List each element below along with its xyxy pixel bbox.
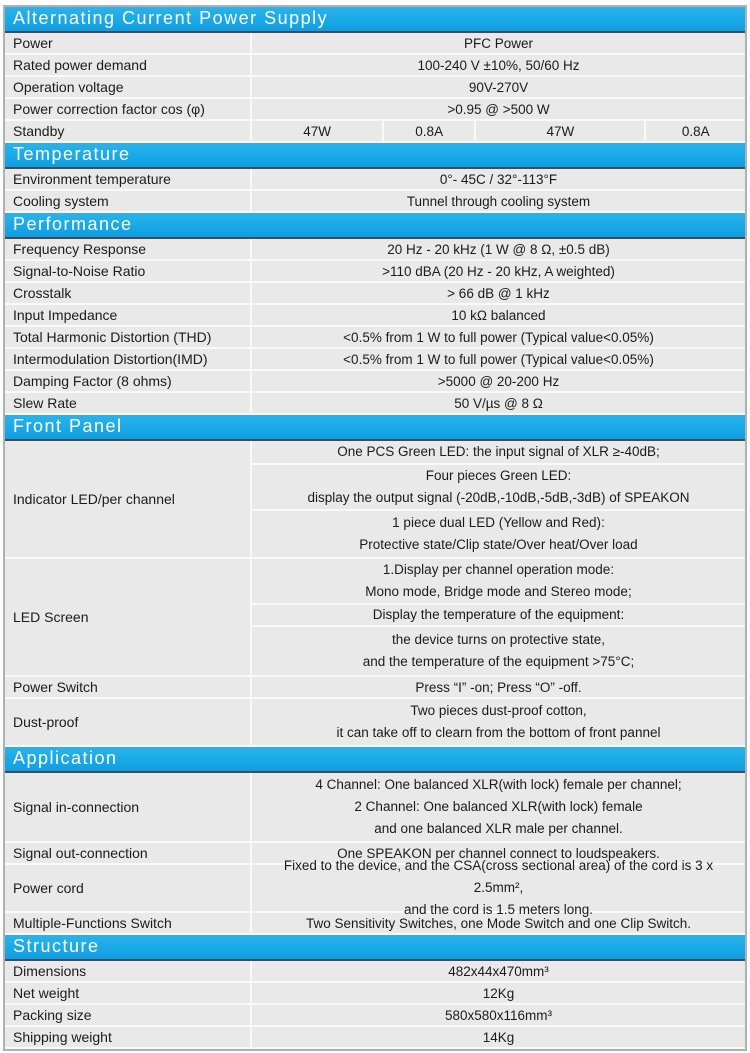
detail-line: Fixed to the device, and the CSA(cross sectional area) of the cord is 3 x 2.5mm², (283, 858, 714, 895)
section-header-power-supply: Alternating Current Power Supply (5, 7, 745, 33)
row-label: Standby (13, 123, 65, 139)
detail-line: and one balanced XLR male per channel. (374, 821, 623, 836)
row-label: Input Impedance (13, 307, 118, 323)
detail-line: and the cord is 1.5 meters long. (403, 902, 594, 917)
spec-sheet (3, 5, 747, 1051)
row-value: 50 V/µs @ 8 Ω (250, 393, 745, 413)
row-label: Intermodulation Distortion(IMD) (13, 351, 208, 367)
table-row-power-switch (5, 677, 745, 699)
row-value: 14Kg (250, 1027, 745, 1047)
standby-values (250, 121, 745, 141)
indicator-led-output-signal (252, 465, 745, 511)
row-label: Signal in-connection (13, 799, 140, 815)
detail-line: 2 Channel: One balanced XLR(with lock) female (354, 799, 643, 814)
table-row-multiple-functions-switch (5, 913, 745, 935)
table-row-rated-power-demand (5, 55, 745, 77)
row-label: Multiple-Functions Switch (13, 915, 172, 931)
standby-value-watts-2: 47W (474, 121, 644, 141)
detail-line: Protective state/Clip state/Over heat/Over load (359, 537, 638, 552)
table-row-crosstalk (5, 283, 745, 305)
row-value: Two Sensitivity Switches, one Mode Switch and one Clip Switch. (250, 913, 745, 933)
row-value: <0.5% from 1 W to full power (Typical value<0.05%) (250, 349, 745, 369)
detail-line: Two pieces dust-proof cotton, (410, 703, 587, 718)
row-value: 90V-270V (250, 77, 745, 97)
row-value: >5000 @ 20-200 Hz (250, 371, 745, 391)
standby-value-amps-1: 0.8A (382, 121, 474, 141)
indicator-led-details (250, 441, 745, 557)
row-value: <0.5% from 1 W to full power (Typical value<0.05%) (250, 327, 745, 347)
section-header-structure: Structure (5, 935, 745, 961)
row-value: Tunnel through cooling system (250, 191, 745, 211)
detail-line: 1 piece dual LED (Yellow and Red): (392, 515, 605, 530)
row-value: > 66 dB @ 1 kHz (250, 283, 745, 303)
row-label: Signal-to-Noise Ratio (13, 263, 146, 279)
table-row-signal-to-noise (5, 261, 745, 283)
table-row-power (5, 33, 745, 55)
row-label: Power Switch (13, 679, 98, 695)
table-row-power-correction-factor (5, 99, 745, 121)
table-row-dust-proof (5, 699, 745, 747)
row-label: Packing size (13, 1007, 92, 1023)
row-label: Shipping weight (13, 1029, 112, 1045)
row-label: Power cord (13, 880, 84, 896)
row-label: Frequency Response (13, 241, 147, 257)
table-row-indicator-led (5, 441, 745, 559)
table-row-shipping-weight (5, 1027, 745, 1049)
row-label: LED Screen (13, 609, 89, 625)
row-label: Signal out-connection (13, 845, 148, 861)
led-screen-details (250, 559, 745, 675)
row-value: 0°- 45C / 32°-113°F (250, 169, 745, 189)
detail-line: display the output signal (-20dB,-10dB,-5dB,-3dB) of SPEAKON (307, 490, 690, 505)
section-header-performance: Performance (5, 213, 745, 239)
table-row-operation-voltage (5, 77, 745, 99)
detail-line: it can take off to clearn from the bottom of front pannel (336, 725, 661, 740)
table-row-dimensions (5, 961, 745, 983)
table-row-thd (5, 327, 745, 349)
row-label: Damping Factor (8 ohms) (13, 373, 172, 389)
table-row-net-weight (5, 983, 745, 1005)
standby-value-watts-1: 47W (250, 121, 382, 141)
row-value: 580x580x116mm³ (250, 1005, 745, 1025)
row-value: 482x44x470mm³ (250, 961, 745, 981)
table-row-environment-temperature (5, 169, 745, 191)
row-label: Cooling system (13, 193, 109, 209)
section-header-application: Application (5, 747, 745, 773)
table-row-frequency-response (5, 239, 745, 261)
row-label: Power (13, 35, 53, 51)
section-header-temperature: Temperature (5, 143, 745, 169)
detail-line: and the temperature of the equipment >75°C; (362, 654, 635, 669)
row-value: 12Kg (250, 983, 745, 1003)
row-label: Power correction factor cos (φ) (13, 101, 205, 117)
led-screen-protective-state (252, 627, 745, 675)
row-label: Operation voltage (13, 79, 124, 95)
indicator-led-dual-led (252, 511, 745, 557)
row-value: >0.95 @ >500 W (250, 99, 745, 119)
table-row-cooling-system (5, 191, 745, 213)
row-label: Dimensions (13, 963, 87, 979)
row-label: Environment temperature (13, 171, 171, 187)
table-row-packing-size (5, 1005, 745, 1027)
indicator-led-input-signal (252, 441, 745, 465)
row-label: Slew Rate (13, 395, 77, 411)
row-value: 20 Hz - 20 kHz (1 W @ 8 Ω, ±0.5 dB) (250, 239, 745, 259)
row-label: Total Harmonic Distortion (THD) (13, 329, 212, 345)
table-row-slew-rate (5, 393, 745, 415)
row-value: Press “I” -on; Press “O” -off. (250, 677, 745, 697)
detail-line: Four pieces Green LED: (425, 468, 572, 483)
row-label: Crosstalk (13, 285, 72, 301)
row-label: Dust-proof (13, 714, 79, 730)
row-label: Rated power demand (13, 57, 147, 73)
table-row-standby (5, 121, 745, 143)
table-row-power-cord (5, 858, 745, 917)
standby-value-amps-2: 0.8A (644, 121, 744, 141)
row-label: Net weight (13, 985, 80, 1001)
row-value (250, 699, 745, 745)
table-row-damping-factor (5, 371, 745, 393)
detail-line: Display the temperature of the equipment: (372, 607, 625, 622)
detail-line: Mono mode, Bridge mode and Stereo mode; (365, 584, 632, 599)
row-value (250, 858, 745, 917)
led-screen-operation-mode (252, 559, 745, 605)
led-screen-temperature-display (252, 605, 745, 627)
detail-line: 4 Channel: One balanced XLR(with lock) female per channel; (315, 777, 682, 792)
table-row-signal-in-connection (5, 773, 745, 843)
row-value: 10 kΩ balanced (250, 305, 745, 325)
row-value (250, 773, 745, 841)
table-row-input-impedance (5, 305, 745, 327)
section-header-front-panel: Front Panel (5, 415, 745, 441)
detail-line: One PCS Green LED: the input signal of XLR ≥-40dB; (337, 444, 660, 459)
table-row-imd (5, 349, 745, 371)
row-value: 100-240 V ±10%, 50/60 Hz (250, 55, 745, 75)
row-value: One SPEAKON per channel connect to loudspeakers. (250, 843, 745, 863)
detail-line: 1.Display per channel operation mode: (382, 562, 615, 577)
row-label: Indicator LED/per channel (13, 491, 175, 507)
row-value: PFC Power (250, 33, 745, 53)
detail-line: the device turns on protective state, (391, 632, 606, 647)
table-row-led-screen (5, 559, 745, 677)
row-value: >110 dBA (20 Hz - 20 kHz, A weighted) (250, 261, 745, 281)
